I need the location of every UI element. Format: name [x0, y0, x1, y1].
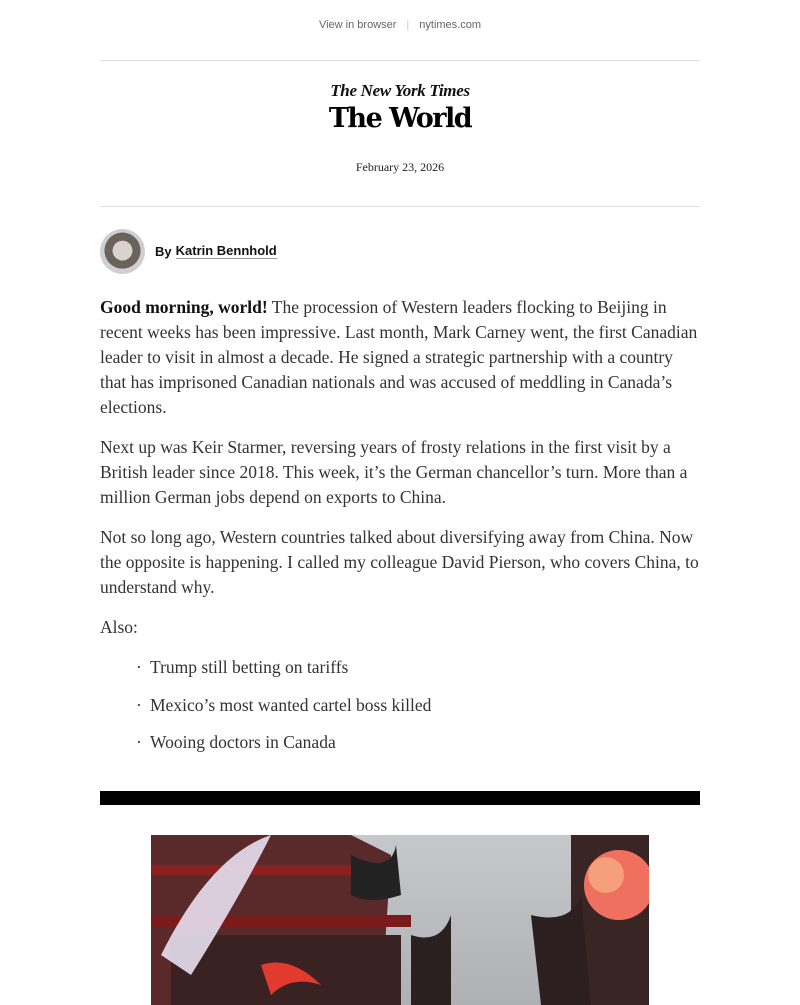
list-item-text: Mexico’s most wanted cartel boss killed — [150, 694, 432, 715]
bullet-icon: · — [136, 694, 142, 715]
nytimes-link[interactable]: nytimes.com — [419, 19, 482, 31]
author-avatar — [100, 229, 145, 274]
bullet-list — [136, 655, 700, 755]
top-bar — [0, 0, 800, 60]
list-item[interactable] — [136, 730, 700, 755]
masthead — [100, 61, 700, 206]
author-link[interactable]: Katrin Bennhold — [175, 243, 277, 258]
paragraph-1 — [100, 295, 700, 420]
also-label: Also: — [100, 617, 138, 637]
paragraph-1-text: The procession of Western leaders flocking to Beijing in recent weeks has been impressive. Last month, Mark Carney went, the first Canadian leader to visit in almost a decade. He signed a strategic partnership with a country that has imprisoned Canadian nationals and was accused of meddling in Canada’s elections. — [100, 297, 698, 417]
greeting: Good morning, world! — [100, 297, 268, 317]
list-item[interactable] — [136, 655, 700, 680]
paragraph-2: Next up was Keir Starmer, reversing years of frosty relations in the first visit by a British leader since 2018. This week, it’s the German chancellor’s turn. More than a million German jobs depend on exports to China. — [100, 437, 688, 507]
list-item[interactable] — [136, 693, 700, 718]
date: February 23, 2026 — [355, 160, 445, 174]
nyt-logo[interactable]: The New York Times — [330, 81, 470, 100]
list-item-text: Wooing doctors in Canada — [150, 732, 336, 752]
byline — [100, 207, 700, 295]
paragraph-3: Not so long ago, Western countries talked about diversifying away from China. Now the opposite is happening. I called my colleague David Pierson, who covers China, to understand why. — [100, 527, 699, 597]
list-item-text: Trump still betting on tariffs — [150, 657, 349, 677]
byline-prefix: By — [155, 243, 172, 259]
bullet-icon: · — [136, 657, 142, 677]
separator: | — [406, 19, 410, 31]
bullet-icon: · — [136, 732, 142, 752]
article-photo[interactable] — [151, 835, 649, 1005]
view-in-browser-link[interactable]: View in browser — [318, 19, 397, 31]
section-divider-bar — [100, 791, 700, 805]
temple-lanterns-photo — [151, 835, 649, 1005]
newsletter-title: The World — [328, 103, 472, 134]
